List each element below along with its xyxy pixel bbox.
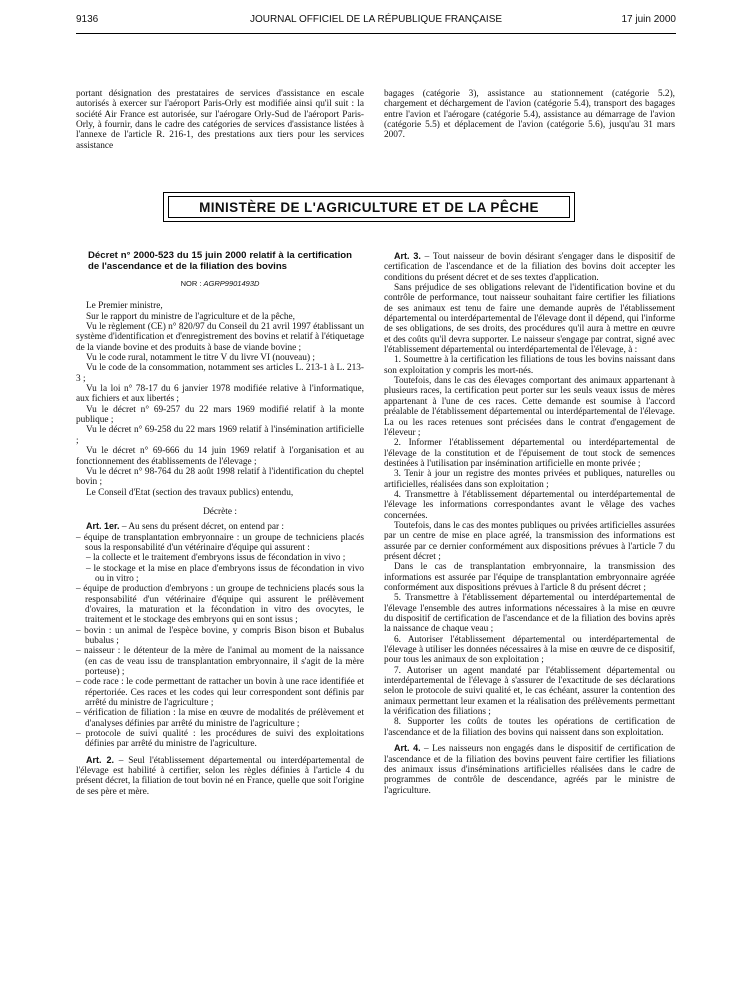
preamble-line: Vu le décret n° 98-764 du 28 août 1998 relatif à l'identification du cheptel bovin ; (76, 466, 364, 488)
definition-item: – naisseur : le détenteur de la mère de l'animal au moment de la naissance (en cas de veau issu de transplantation embryonnaire, il s'agit de la mère porteuse) ; (76, 646, 364, 678)
article-3-paragraph: 3. Tenir à jour un registre des montes privées et publiques, naturelles ou artificielles, réalisées dans son exploitation ; (384, 469, 675, 490)
definition-item: – vérification de filiation : la mise en œuvre de modalités de prélèvement et d'analyses définies par arrêté du ministre de l'agriculture ; (76, 708, 364, 729)
continuation-text-left: portant désignation des prestataires de services d'assistance en escale autorisés à exercer sur l'aéroport Paris-Orly est modifiée ainsi qu'il suit : la société Air France est autorisée, sur l'aérogare Orly-Sud de l'aéroport Paris-Orly, à fournir, dans le cadre des catégories de services d'assistance listées à l'annexe de l'article R. 216-1, des prestations aux tiers pour les services assistance (76, 89, 364, 151)
preamble-line: Vu le décret n° 69-258 du 22 mars 1969 relatif à l'insémination artificielle ; (76, 425, 364, 446)
article-3-paragraph: Toutefois, dans le cas des montes publiques ou privées artificielles assurées par un centre de mise en place agréé, la transmission des informations est assurée par ce dernier conformément aux dispositions prévues à l'article 7 du présent décret ; (384, 520, 675, 562)
nor-code: AGRP9901493D (203, 279, 260, 288)
decree-title: Décret n° 2000-523 du 15 juin 2000 relatif à la certification de l'ascendance et de la filiation des bovins (88, 250, 352, 272)
article-3-label: Art. 3. (394, 251, 421, 261)
preamble-line: Le Conseil d'Etat (section des travaux publics) entendu, (86, 487, 294, 498)
preamble-line: Vu le code rural, notamment le titre V du livre VI (nouveau) ; (86, 353, 315, 364)
article-3-paragraph: 5. Transmettre à l'établissement départemental ou interdépartemental de l'élevage l'ensemble des autres informations nécessaires à la mise en œuvre du dispositif de certification de l'ascendance et de la filiation des bovins après la naissance de chaque veau ; (384, 593, 675, 635)
nor-label: NOR : (180, 279, 202, 288)
definition-item: – code race : le code permettant de rattacher un bovin à une race identifiée et répertoriée. Ces races et les codes qui leur correspondent sont définis par arrêté du ministre de l'agriculture ; (76, 677, 364, 709)
left-column (76, 251, 364, 797)
preamble-line: Vu le code de la consommation, notamment ses articles L. 213-1 à L. 213-3 ; (76, 363, 364, 384)
page-number: 9136 (76, 14, 99, 25)
article-4: Art. 4. – Les naisseurs non engagés dans le dispositif de certification de l'ascendance et de la filiation des bovins peuvent faire certifier les filiations des animaux issus d'inséminations artificielles réalisées dans le cadre de programmes de contrôle de descendance, agréés par le ministre de l'agriculture. (384, 743, 675, 796)
article-3-paragraph: 2. Informer l'établissement départemental ou interdépartemental de l'élevage de la constitution et de l'épuisement de tout stock de semences destinées à l'utilisation par insémination artificielle en monte privée ; (384, 438, 675, 469)
article-1-label: Art. 1er. (86, 521, 120, 532)
preamble-line: Sur le rapport du ministre de l'agriculture et de la pêche, (86, 311, 295, 322)
definition-item: – protocole de suivi qualité : les procédures de suivi des exploitations définies par arrêté du ministre de l'agriculture. (76, 729, 364, 750)
nor-reference (76, 279, 364, 289)
article-1-intro: Art. 1er. – Au sens du présent décret, on entend par : (86, 521, 284, 533)
journal-title: JOURNAL OFFICIEL DE LA RÉPUBLIQUE FRANÇAISE (249, 14, 503, 25)
article-3-paragraph: 7. Autoriser un agent mandaté par l'établissement départemental ou interdépartemental de l'élevage à s'assurer de l'exactitude de ses déclarations selon le protocole de suivi qualité et, le cas échéant, assurer la contention des animaux permettant leur examen et la réalisation des prélèvements permettant la vérification des filiations ; (384, 665, 675, 718)
article-3-paragraph: 6. Autoriser l'établissement départemental ou interdépartemental de l'élevage à utiliser les données nécessaires à la mise en œuvre de ce dispositif, pour tous les animaux de son exploitation ; (384, 634, 675, 666)
definition-subitem: – le stockage et la mise en place d'embryons issus de fécondation in vivo ou in vitro ; (86, 563, 364, 584)
article-2: Art. 2. – Seul l'établissement départemental ou interdépartemental de l'élevage est habilité à certifier, selon les règles définies à l'article 4 du présent décret, la filiation de tout bovin né en France, quelle que soit l'origine de ses père et mère. (76, 754, 364, 797)
article-3-paragraph: Toutefois, dans le cas des élevages comportant des animaux appartenant à plusieurs races, la certification peut porter sur les seuls veaux issus de mères appartenant à l'une de ces races. Cette demande est soumise à l'accord préalable de l'établissement départemental ou interdépartemental de l'élevage. La ou les races retenues sont précisées dans le contrat d'engagement de l'éleveur ; (384, 376, 675, 438)
preamble-line: Le Premier ministre, (86, 301, 163, 312)
right-column (384, 251, 675, 796)
definition-subitem: – la collecte et le traitement d'embryons issus de fécondation in vivo ; (86, 553, 346, 564)
ministry-title: MINISTÈRE DE L'AGRICULTURE ET DE LA PÊCHE (168, 196, 570, 218)
ministry-banner (163, 192, 575, 222)
article-3-paragraph: Dans le cas de transplantation embryonnaire, la transmission des informations est assurée par l'équipe de transplantation embryonnaire agréée conformément aux dispositions prévues à l'article 8 du présent décret ; (384, 562, 675, 593)
article-1-definitions (76, 533, 364, 750)
preamble-line: Vu le décret n° 69-257 du 22 mars 1969 modifié relatif à la monte publique ; (76, 404, 364, 426)
article-2-label: Art. 2. (86, 754, 114, 765)
article-4-label: Art. 4. (394, 743, 421, 754)
definition-item: – équipe de transplantation embryonnaire : un groupe de techniciens placés sous la responsabilité d'un vétérinaire d'équipe qui assurent : (76, 532, 364, 553)
continuation-text-right: bagages (catégorie 3), assistance au stationnement (catégorie 5.2), chargement et déchargement de l'avion (catégorie 5.4), transport des bagages entre l'avion et l'aérogare (catégorie 5.4), assistance au démarrage de l'avion (catégorie 5.5) et déplacement de l'avion (catégorie 5.6), jusqu'au 31 mars 2007. (384, 89, 675, 141)
article-3-paragraph: 8. Supporter les coûts de toutes les opérations de certification de l'ascendance et de la filiation des bovins qui naissent dans son exploitation. (384, 717, 675, 738)
top-left-column (76, 89, 364, 151)
article-3-paragraph: 4. Transmettre à l'établissement départemental ou interdépartemental de l'élevage les informations correspondantes avant le vêlage des vaches concernées. (384, 489, 675, 521)
preamble-line: Vu le décret n° 69-666 du 14 juin 1969 relatif à l'organisation et au fonctionnement des établissements de l'élevage ; (76, 446, 364, 467)
header-rule (76, 33, 676, 34)
definition-item: – équipe de production d'embryons : un groupe de techniciens placés sous la responsabilité d'un vétérinaire d'équipe qui assurent le prélèvement d'ovaires, la maturation et la fécondation in vitro des ovocytes, le traitement et le stockage des embryons qui en sont issus ; (76, 584, 364, 626)
definition-item: – bovin : un animal de l'espèce bovine, y compris Bison bison et Bubalus bubalus ; (76, 625, 364, 646)
top-right-column (384, 89, 675, 141)
preamble-line: Vu la loi n° 78-17 du 6 janvier 1978 modifiée relative à l'informatique, aux fichiers et aux libertés ; (76, 384, 364, 405)
preamble-line: Vu le règlement (CE) n° 820/97 du Conseil du 21 avril 1997 établissant un système d'identification et d'enregistrement des bovins et relatif à l'étiquetage de la viande bovine et des produits à base de viande bovine ; (76, 322, 364, 353)
article-3-paragraph: Sans préjudice de ses obligations relevant de l'identification bovine et du contrôle de performance, tout naisseur souhaitant faire certifier les filiations de ses animaux est tenu de faire une demande auprès de l'établissement départemental ou interdépartemental de l'élevage dont il dépend, qui l'informe de ses obligations, de ses droits, des procédures qu'il aura à mettre en œuvre et des coûts qu'il devra supporter. Le naisseur s'engage par contrat, signé avec l'établissement départemental ou interdépartemental de l'élevage, à : (384, 283, 675, 356)
decrete-heading: Décrète : (203, 506, 237, 517)
running-header (76, 14, 676, 30)
issue-date: 17 juin 2000 (621, 14, 676, 25)
article-3-paragraph: 1. Soumettre à la certification les filiations de tous les bovins naissant dans son exploitation y compris les mort-nés. (384, 355, 675, 376)
article-3: Art. 3. – Tout naisseur de bovin désirant s'engager dans le dispositif de certification de l'ascendance et de la filiation des bovins doit accepter les conditions du présent décret et de ses textes d'application. (384, 251, 675, 283)
